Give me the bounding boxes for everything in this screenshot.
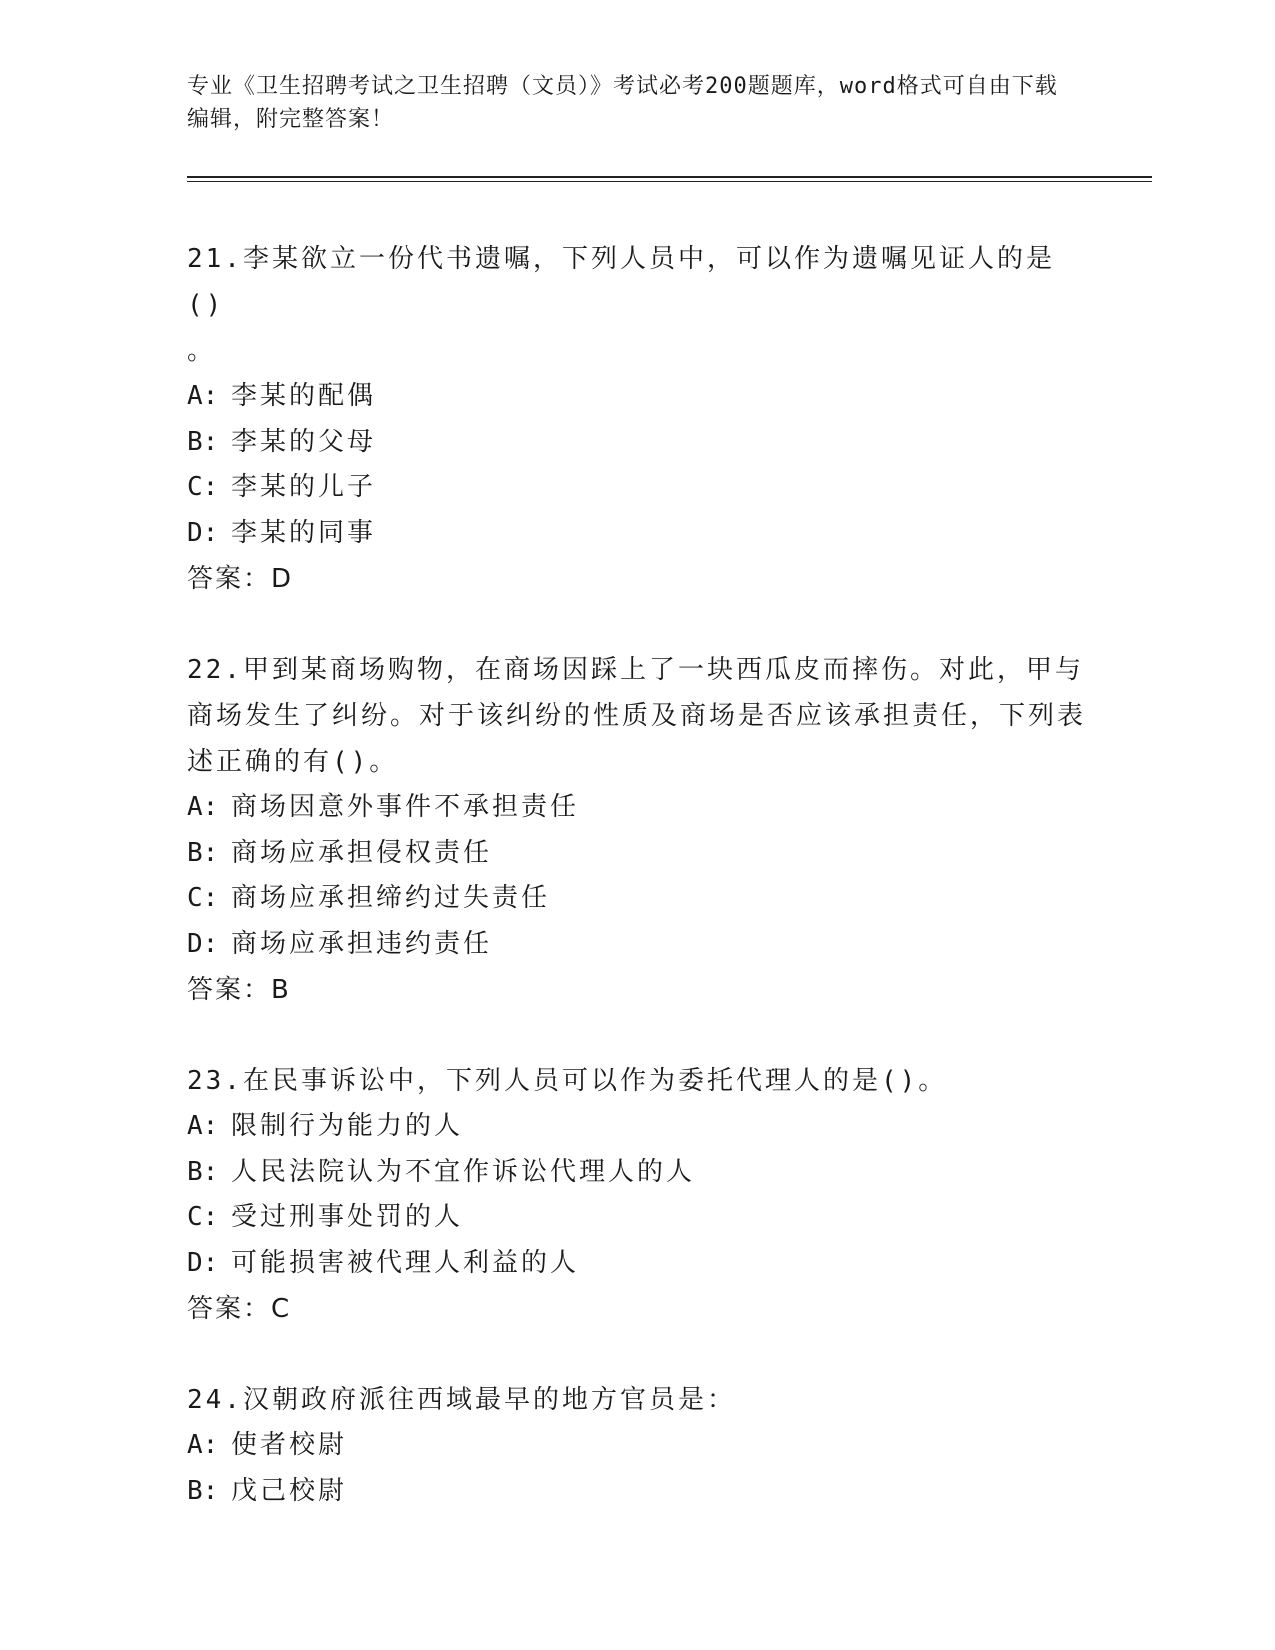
option-key: A: xyxy=(187,792,219,822)
header-divider-thin xyxy=(187,181,1152,182)
option-text: 使者校尉 xyxy=(231,1430,348,1460)
option-text: 李某的同事 xyxy=(231,517,377,548)
option-key: D: xyxy=(187,517,219,548)
question-23 xyxy=(187,1058,1087,1332)
question-stem: 21.李某欲立一份代书遗嘱，下列人员中，可以作为遗嘱见证人的是() 。 xyxy=(187,244,1055,366)
question-stem: 23.在民事诉讼中，下列人员可以作为委托代理人的是()。 xyxy=(187,1066,948,1096)
option-b xyxy=(187,831,1087,877)
option-text: 限制行为能力的人 xyxy=(231,1111,464,1141)
question-22 xyxy=(187,647,1087,1013)
answer-line: 答案：C xyxy=(187,1294,292,1324)
option-c xyxy=(187,876,1087,922)
question-stem: 22.甲到某商场购物，在商场因踩上了一块西瓜皮而摔伤。对此，甲与商场发生了纠纷。对于该纠纷的性质及商场是否应该承担责任，下列表述正确的有()。 xyxy=(187,655,1087,777)
header-divider-thick xyxy=(187,176,1152,178)
option-text: 戊己校尉 xyxy=(231,1475,348,1506)
question-list xyxy=(187,236,1087,1559)
option-text: 李某的父母 xyxy=(231,426,377,457)
option-text: 商场因意外事件不承担责任 xyxy=(231,792,580,822)
option-text: 人民法院认为不宜作诉讼代理人的人 xyxy=(231,1156,696,1187)
option-key: A: xyxy=(187,381,219,411)
option-key: D: xyxy=(187,1247,219,1278)
option-text: 李某的儿子 xyxy=(231,472,377,502)
option-b xyxy=(187,1469,1087,1515)
option-key: C: xyxy=(187,472,219,502)
option-d xyxy=(187,511,1087,557)
option-a xyxy=(187,1423,1087,1469)
question-24 xyxy=(187,1377,1087,1514)
question-stem: 24.汉朝政府派往西域最早的地方官员是： xyxy=(187,1385,736,1415)
option-key: B: xyxy=(187,1156,219,1187)
option-a xyxy=(187,785,1087,831)
answer-line: 答案：D xyxy=(187,564,294,594)
option-key: C: xyxy=(187,1202,219,1232)
option-text: 李某的配偶 xyxy=(231,381,377,411)
option-c xyxy=(187,465,1087,511)
option-b xyxy=(187,420,1087,466)
option-key: A: xyxy=(187,1111,219,1141)
option-d xyxy=(187,922,1087,968)
option-key: C: xyxy=(187,883,219,913)
answer-line: 答案：B xyxy=(187,975,291,1005)
option-a xyxy=(187,374,1087,420)
option-key: B: xyxy=(187,1475,219,1506)
option-key: D: xyxy=(187,928,219,959)
option-c xyxy=(187,1195,1087,1241)
option-text: 商场应承担缔约过失责任 xyxy=(231,883,551,913)
option-key: A: xyxy=(187,1430,219,1460)
question-21 xyxy=(187,236,1087,602)
option-b xyxy=(187,1150,1087,1196)
option-a xyxy=(187,1104,1087,1150)
document-header: 专业《卫生招聘考试之卫生招聘（文员）》考试必考200题题库，word格式可自由下载编辑，附完整答案！ xyxy=(187,74,1058,132)
option-text: 商场应承担违约责任 xyxy=(231,928,493,959)
option-key: B: xyxy=(187,837,219,868)
option-text: 受过刑事处罚的人 xyxy=(231,1202,464,1232)
option-d xyxy=(187,1241,1087,1287)
option-text: 商场应承担侵权责任 xyxy=(231,837,493,868)
option-key: B: xyxy=(187,426,219,457)
option-text: 可能损害被代理人利益的人 xyxy=(231,1247,580,1278)
